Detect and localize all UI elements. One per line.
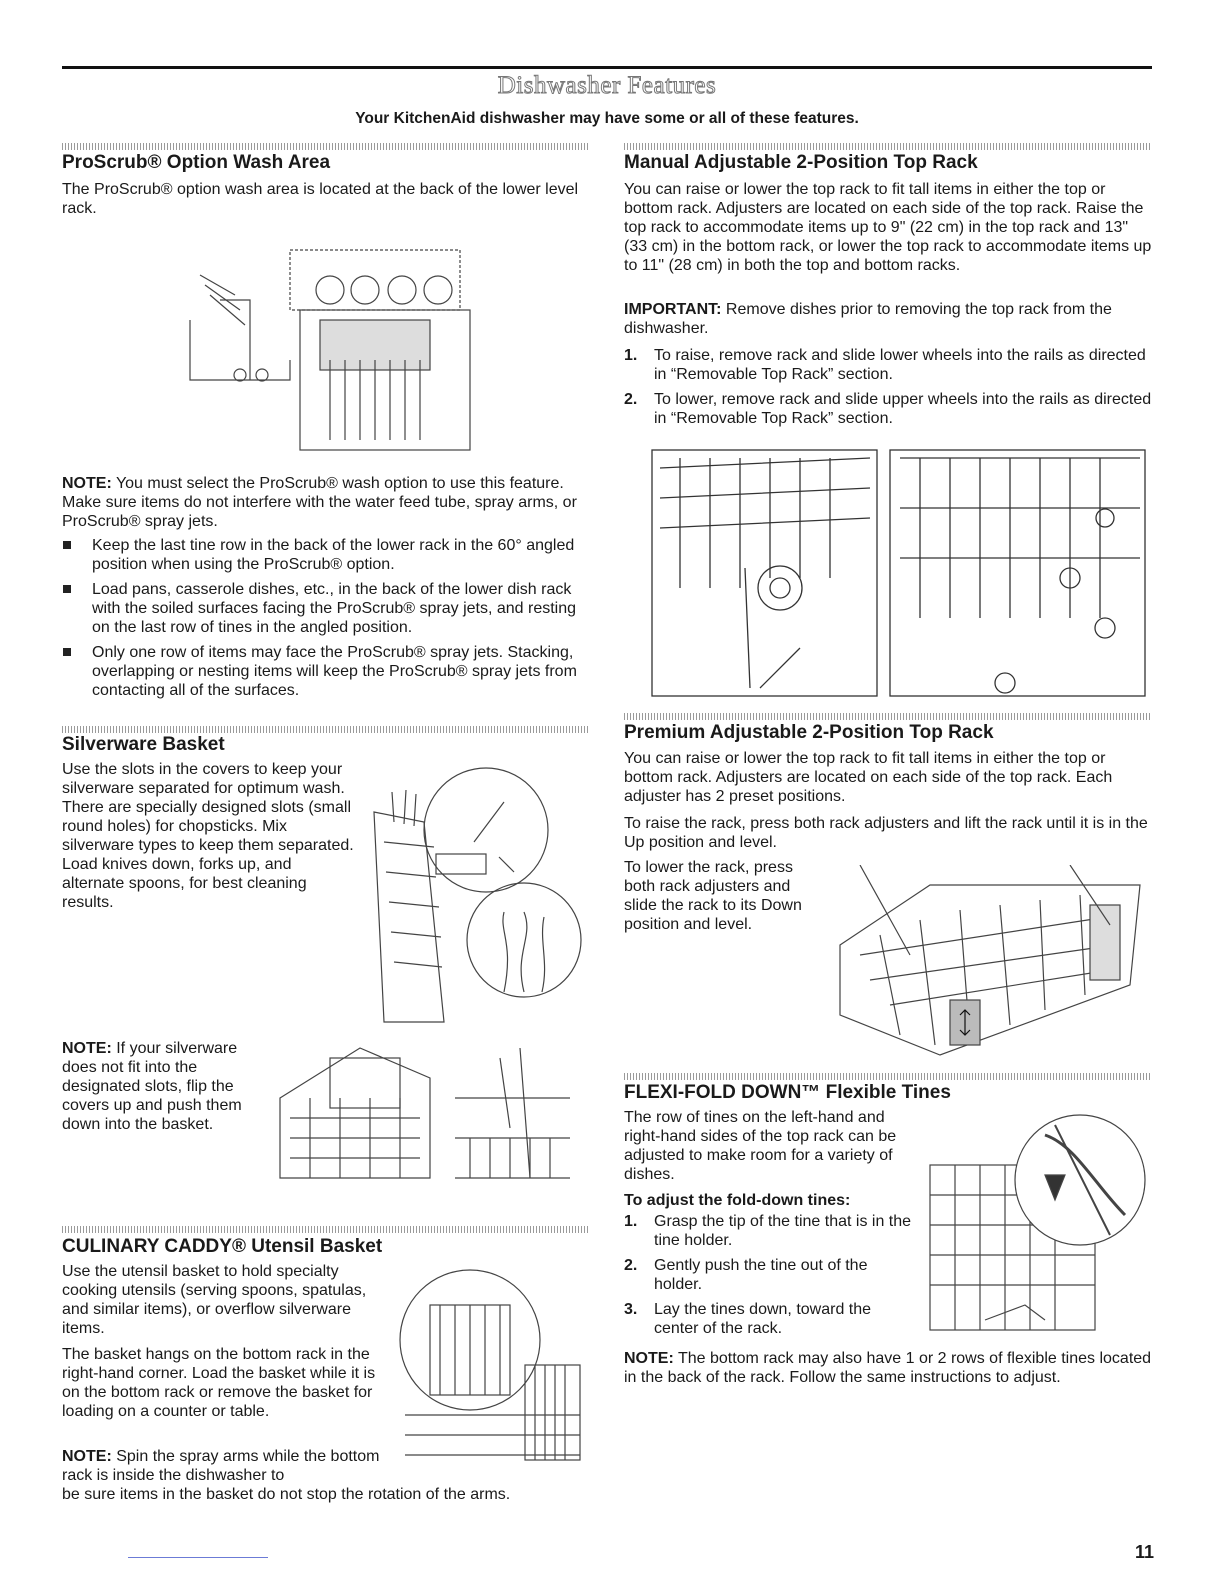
rack-adjuster-illustration [650,448,1150,698]
list-item: Keep the last tine row in the back of the lower rack in the 60° angled position when using the ProScrub® option. [62,536,590,574]
manual-rack-steps [624,340,1152,428]
note-label: NOTE: [62,475,112,492]
caddy-note [62,1447,382,1485]
step-number: 3. [624,1301,638,1318]
step-number: 1. [624,347,638,364]
silverware-body: Use the slots in the covers to keep your silverware separated for optimum wash. There are specially designed slots (small round holes) for chopsticks. Mix silverware types to keep them separated. Load knives down, forks up, and alternate spoons, for best cleaning results. [62,761,354,911]
flexi-note [624,1349,1152,1387]
flexi-subheading: To adjust the fold-down tines: [624,1192,851,1209]
section-divider [624,143,1152,150]
list-item [624,1212,914,1250]
proscrub-note-text: You must select the ProScrub® wash option to use this feature. Make sure items do not interfere with the water feed tube, spray arms, or ProScrub® spray jets. [62,475,577,530]
manual-rack-important [624,300,1152,338]
silverware-covers-illustration [270,1038,590,1188]
silverware-heading: Silverware Basket [62,734,225,755]
caddy-note-text: Spin the spray arms while the bottom rack is inside the dishwasher to [62,1448,380,1484]
list-item [624,1300,914,1338]
note-label: NOTE: [62,1448,112,1465]
proscrub-intro: The ProScrub® option wash area is located at the back of the lower level rack. [62,181,579,217]
utensil-basket-illustration [395,1265,590,1465]
page-subtitle: Your KitchenAid dishwasher may have some or all of these features. [355,110,859,127]
premium-rack-heading: Premium Adjustable 2-Position Top Rack [624,722,994,743]
proscrub-heading: ProScrub® Option Wash Area [62,152,331,173]
flexi-body: The row of tines on the left-hand and right-hand sides of the top rack can be adjusted to make room for a variety of dishes. [624,1109,897,1183]
manual-rack-important-text: Remove dishes prior to removing the top rack from the dishwasher. [624,301,1112,337]
flexi-note-text: The bottom rack may also have 1 or 2 rows of flexible tines located in the back of the rack. Follow the same instructions to adjust. [624,1350,1152,1386]
list-item: Only one row of items may face the ProScrub® spray jets. Stacking, overlapping or nesting items will keep the ProScrub® spray jets from contacting all of the surfaces. [62,643,590,700]
proscrub-wash-area-illustration [180,240,500,455]
note-label: NOTE: [62,1040,112,1057]
premium-rack-p2: To raise the rack, press both rack adjusters and lift the rack until it is in the Up position and level. [624,815,1148,851]
flexible-tines-illustration [925,1105,1150,1340]
premium-rack-p3: To lower the rack, press both rack adjusters and slide the rack to its Down position and level. [624,859,802,933]
premium-rack-p1: You can raise or lower the top rack to fit tall items in either the top or bottom rack. Adjusters are located on each side of the top rack. Each adjuster has 2 preset positions. [624,750,1113,805]
flexi-heading: FLEXI-FOLD DOWN™ Flexible Tines [624,1082,951,1103]
caddy-p2: The basket hangs on the bottom rack in the right-hand corner. Load the basket while it is on the bottom rack or remove the basket for loading on a counter or table. [62,1346,376,1420]
page-number: 11 [1134,1542,1154,1562]
step-text: To lower, remove rack and slide upper wheels into the rails as directed in “Removable Top Rack” section. [654,391,1152,427]
proscrub-note [62,474,590,531]
step-number: 2. [624,391,638,408]
list-item [624,346,1152,384]
silverware-note [62,1039,267,1134]
section-divider [62,1226,589,1233]
list-item [624,390,1152,428]
step-text: Lay the tines down, toward the center of the rack. [654,1301,872,1337]
step-text: To raise, remove rack and slide lower wheels into the rails as directed in “Removable Top Rack” section. [654,347,1146,383]
premium-rack-illustration [820,865,1150,1060]
list-item: Load pans, casserole dishes, etc., in the back of the lower dish rack with the soiled surfaces facing the ProScrub® spray jets, and resting on the last row of tines in the angled position. [62,580,590,637]
flexi-steps [624,1206,914,1338]
step-text: Grasp the tip of the tine that is in the tine holder. [654,1213,912,1249]
caddy-heading: CULINARY CADDY® Utensil Basket [62,1236,383,1257]
section-divider [62,726,589,733]
caddy-p1: Use the utensil basket to hold specialty cooking utensils (serving spoons, spatulas, and similar items), or overflow silverware items. [62,1263,367,1337]
list-item [624,1256,914,1294]
caddy-note-continued: be sure items in the basket do not stop the rotation of the arms. [62,1486,511,1503]
section-divider [624,1073,1152,1080]
proscrub-bullet-list [62,530,590,700]
section-divider [624,713,1152,720]
step-number: 2. [624,1257,638,1274]
top-rule [62,66,1152,69]
manual-rack-body: You can raise or lower the top rack to fit tall items in either the top or bottom rack. Adjusters are located on each side of the top rack. Raise the top rack to accommodate items up to 9" (22 cm) in the top rack and 13" (33 cm) in the bottom rack, or lower the top rack to accommodate items up to 11" (28 cm) in both the top and bottom racks. [624,181,1152,274]
note-label: NOTE: [624,1350,674,1367]
section-divider [62,143,589,150]
footer-line [128,1557,268,1558]
silverware-note-text: If your silverware does not fit into the designated slots, flip the covers up and push them down into the basket. [62,1040,242,1133]
step-text: Gently push the tine out of the holder. [654,1257,868,1293]
manual-rack-heading: Manual Adjustable 2-Position Top Rack [624,152,978,173]
step-number: 1. [624,1213,638,1230]
page-title: Dishwasher Features [497,72,717,99]
silverware-basket-illustration [364,762,590,1032]
important-label: IMPORTANT: [624,301,722,318]
